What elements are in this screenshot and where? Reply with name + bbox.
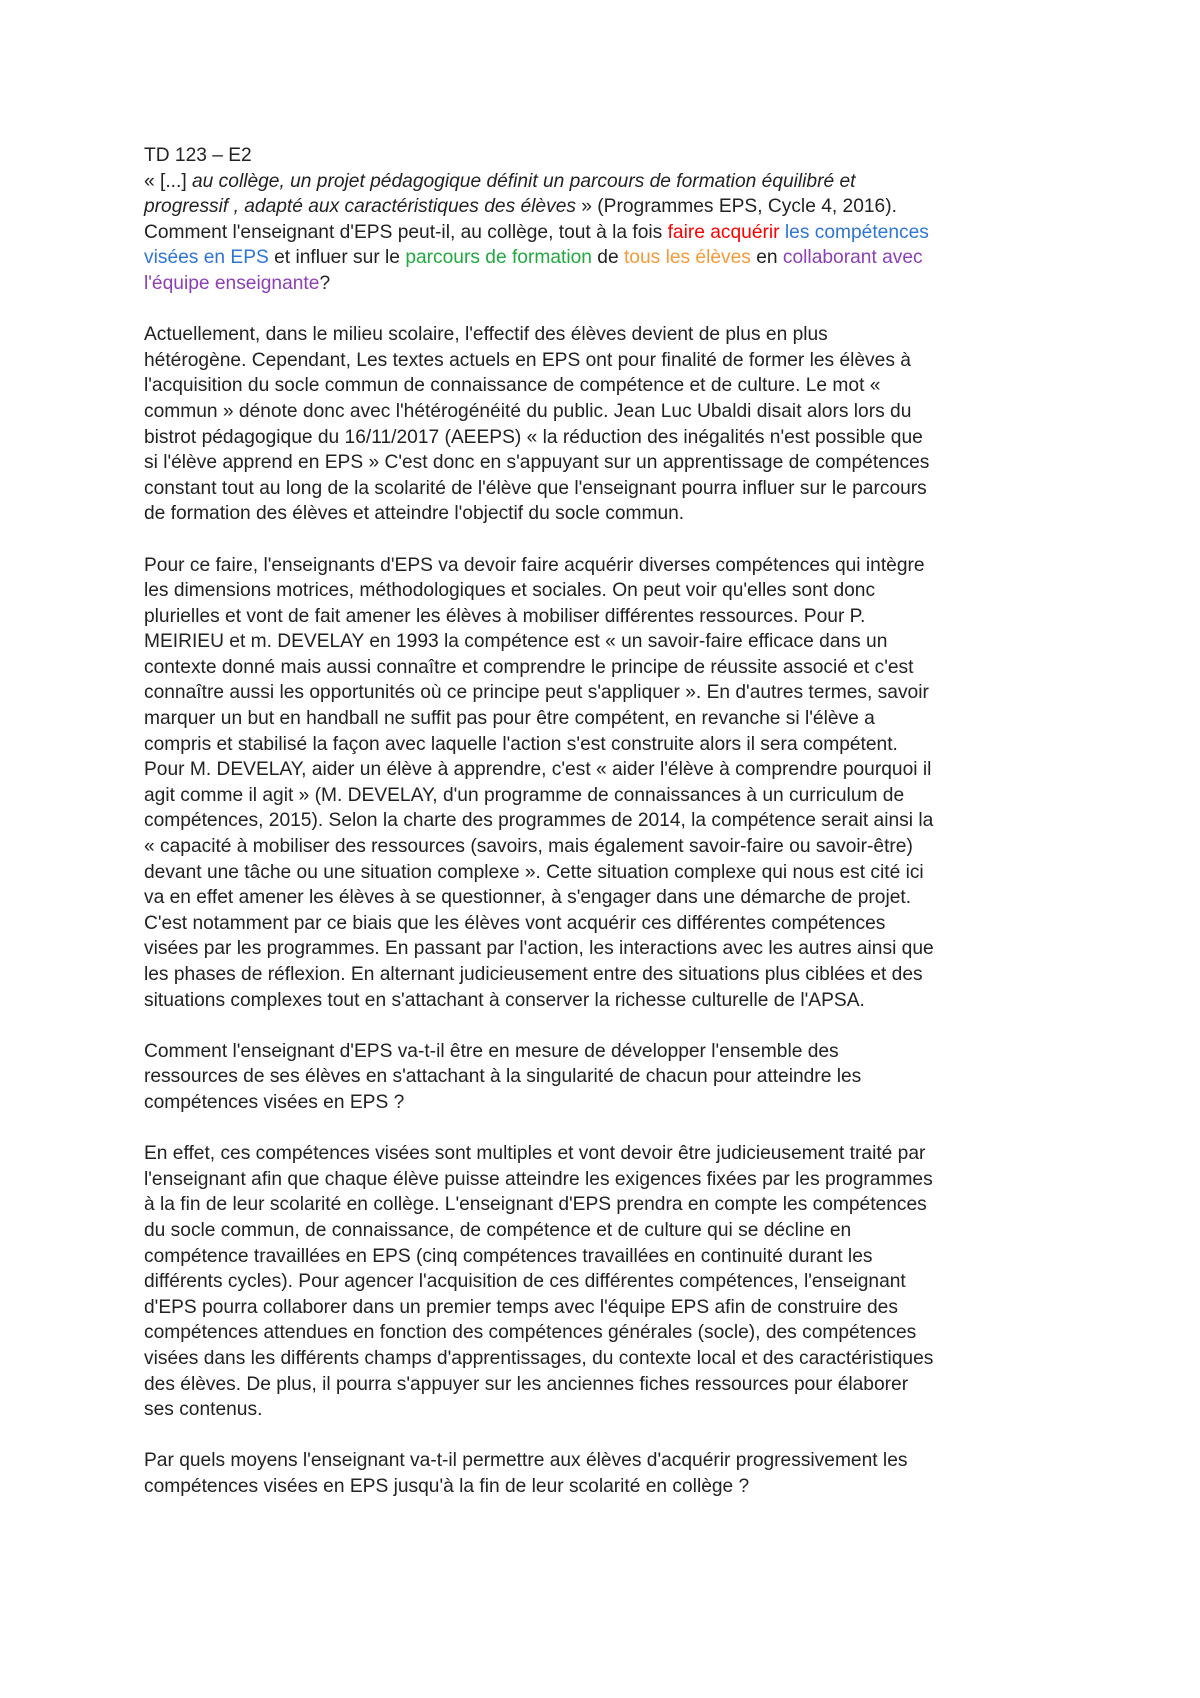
text-line: constant tout au long de la scolarité de l'élève que l'enseignant pourra influer sur le parcours <box>144 477 927 499</box>
text-line: visées dans les différents champs d'apprentissages, du contexte local et des caractéristiques <box>144 1347 934 1369</box>
text-line: l'acquisition du socle commun de connaissance de compétence et de culture. Le mot « <box>144 375 881 397</box>
text-line: C'est notamment par ce biais que les élèves vont acquérir ces différentes compétences <box>144 912 886 934</box>
quote-text-2: progressif , adapté aux caractéristiques des élèves <box>144 196 576 218</box>
paragraph-intro <box>144 322 1074 527</box>
text-line: situations complexes tout en s'attachant à conserver la richesse culturelle de l'APSA. <box>144 989 865 1011</box>
text-line: devant une tâche ou une situation complexe ». Cette situation complexe qui nous est cité ici <box>144 861 924 883</box>
text-line: différents cycles). Pour agencer l'acquisition de ces différentes compétences, l'enseignant <box>144 1271 906 1293</box>
text-line: Pour ce faire, l'enseignants d'EPS va devoir faire acquérir diverses compétences qui intègre <box>144 554 925 576</box>
question-text-4: en <box>750 247 783 269</box>
subject-line-4 <box>144 245 1074 271</box>
subject-line-3 <box>144 220 1074 246</box>
question-text-1: Comment l'enseignant d'EPS peut-il, au collège, tout à la fois <box>144 221 668 243</box>
subject-line-5 <box>144 271 1074 297</box>
text-line: ressources de ses élèves en s'attachant à la singularité de chacun pour atteindre les <box>144 1066 862 1088</box>
text-line: ses contenus. <box>144 1399 263 1421</box>
text-line: Par quels moyens l'enseignant va-t-il permettre aux élèves d'acquérir progressivement les <box>144 1450 908 1472</box>
text-line: compétence travaillées en EPS (cinq compétences travaillées en continuité durant les <box>144 1245 873 1267</box>
paragraph-gap <box>144 1013 1074 1039</box>
text-line: les phases de réflexion. En alternant judicieusement entre des situations plus ciblées et des <box>144 964 923 985</box>
keyword-collaborate-2: l'équipe enseignante <box>144 272 320 294</box>
keyword-competences-2: visées en EPS <box>144 247 269 269</box>
question-text-3: de <box>591 247 624 269</box>
text-line: marquer un but en handball ne suffit pas pour être compétent, en revanche si l'élève a <box>144 708 875 730</box>
keyword-collaborate-1: collaborant avec <box>782 247 923 269</box>
text-line: des élèves. De plus, il pourra s'appuyer sur les anciennes fiches ressources pour élaborer <box>144 1373 909 1395</box>
paragraph-problematic-2 <box>144 1448 1074 1499</box>
quote-source: » (Programmes EPS, Cycle 4, 2016). <box>575 196 897 218</box>
quote-open: « [...] <box>144 170 192 192</box>
question-mark: ? <box>319 272 331 294</box>
paragraph-gap <box>144 1423 1074 1449</box>
text-line: contexte donné mais aussi connaître et comprendre le principe de réussite associé et c'est <box>144 656 914 678</box>
document-title: TD 123 – E2 <box>144 145 252 166</box>
paragraph-development <box>144 1141 1074 1423</box>
text-line: hétérogène. Cependant, Les textes actuels en EPS ont pour finalité de former les élèves à <box>144 349 911 371</box>
keyword-parcours: parcours de formation <box>405 247 592 269</box>
text-line: d'EPS pourra collaborer dans un premier temps avec l'équipe EPS afin de construire des <box>144 1296 898 1318</box>
keyword-competences-1: les compétences <box>784 221 929 243</box>
quote-text-1: au collège, un projet pédagogique définit un parcours de formation équilibré et <box>192 170 856 192</box>
paragraph-gap <box>144 1116 1074 1142</box>
text-line: commun » dénote donc avec l'hétérogénéité du public. Jean Luc Ubaldi disait alors lors du <box>144 400 912 422</box>
text-line: Comment l'enseignant d'EPS va-t-il être en mesure de développer l'ensemble des <box>144 1040 839 1062</box>
text-line: compétences, 2015). Selon la charte des programmes de 2014, la compétence serait ainsi la <box>144 810 934 832</box>
text-line: En effet, ces compétences visées sont multiples et vont devoir être judicieusement traité par <box>144 1143 926 1165</box>
text-line: Actuellement, dans le milieu scolaire, l'effectif des élèves devient de plus en plus <box>144 324 828 346</box>
text-line: du socle commun, de connaissance, de compétence et de culture qui se décline en <box>144 1219 852 1241</box>
keyword-all-students: tous les élèves <box>623 247 751 269</box>
question-text-2: et influer sur le <box>268 247 406 269</box>
text-line: de formation des élèves et atteindre l'objectif du socle commun. <box>144 503 685 525</box>
text-line: à la fin de leur scolarité en collège. L'enseignant d'EPS prendra en compte les compétences <box>144 1194 927 1216</box>
text-line: visées par les programmes. En passant par l'action, les interactions avec les autres ainsi que <box>144 938 934 960</box>
paragraph-gap <box>144 527 1074 553</box>
text-line: compétences attendues en fonction des compétences générales (socle), des compétences <box>144 1322 917 1344</box>
text-line: connaître aussi les opportunités où ce principe peut s'appliquer ». En d'autres termes, savoir <box>144 682 929 704</box>
text-line: compris et stabilisé la façon avec laquelle l'action s'est construite alors il sera compétent. <box>144 733 898 755</box>
subject-line-2 <box>144 194 1074 220</box>
subject-line-1 <box>144 169 1074 195</box>
text-line: Pour M. DEVELAY, aider un élève à apprendre, c'est « aider l'élève à comprendre pourquoi il <box>144 759 932 781</box>
document-page <box>144 143 1074 1499</box>
text-line: les dimensions motrices, méthodologiques et sociales. On peut voir qu'elles sont donc <box>144 580 876 602</box>
keyword-acquire: faire acquérir <box>667 221 780 243</box>
text-line: va en effet amener les élèves à se questionner, à s'engager dans une démarche de projet. <box>144 887 912 909</box>
paragraph-competences <box>144 553 1074 1014</box>
text-line: MEIRIEU et m. DEVELAY en 1993 la compétence est « un savoir-faire efficace dans un <box>144 631 888 653</box>
text-line: « capacité à mobiliser des ressources (savoirs, mais également savoir-faire ou savoir-être) <box>144 836 913 858</box>
text-line: agit comme il agit » (M. DEVELAY, d'un programme de connaissances à un curriculum de <box>144 784 905 806</box>
paragraph-problematic-1 <box>144 1039 1074 1116</box>
text-line: l'enseignant afin que chaque élève puisse atteindre les exigences fixées par les programmes <box>144 1168 933 1190</box>
text-line: plurielles et vont de fait amener les élèves à mobiliser différentes ressources. Pour P. <box>144 605 866 627</box>
subject-block <box>144 169 1074 297</box>
text-line: compétences visées en EPS ? <box>144 1091 405 1113</box>
text-line: bistrot pédagogique du 16/11/2017 (AEEPS) « la réduction des inégalités n'est possible que <box>144 426 923 448</box>
text-line: compétences visées en EPS jusqu'à la fin de leur scolarité en collège ? <box>144 1475 750 1497</box>
text-line: si l'élève apprend en EPS » C'est donc en s'appuyant sur un apprentissage de compétences <box>144 452 930 474</box>
paragraph-gap <box>144 297 1074 323</box>
